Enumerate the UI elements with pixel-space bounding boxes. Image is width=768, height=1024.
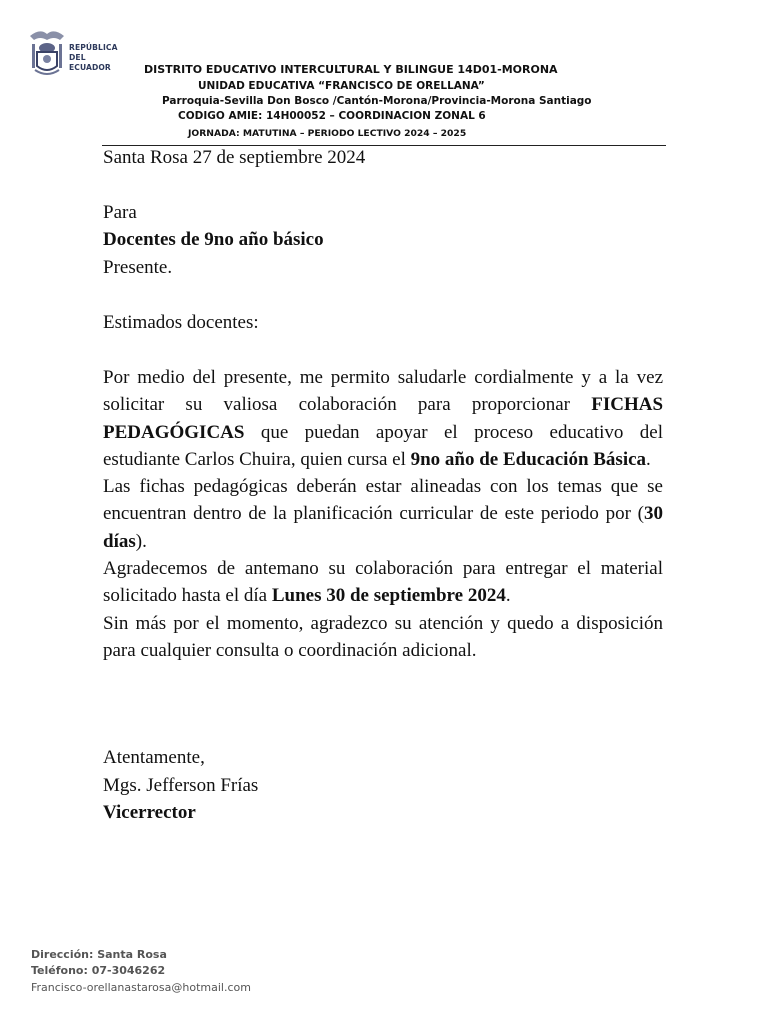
paragraph-4: Sin más por el momento, agradezco su atención y quedo a disposición para cualquier consulta o coordinación adicional. — [103, 612, 663, 661]
header-school: UNIDAD EDUCATIVA “FRANCISCO DE ORELLANA” — [198, 80, 485, 92]
coat-of-arms-icon — [26, 26, 68, 80]
ecuador-coat-of-arms-logo — [26, 26, 126, 82]
closing: Atentamente, — [103, 747, 205, 768]
signer-name: Mgs. Jefferson Frías — [103, 775, 259, 796]
days-emphasis: 30 días — [103, 503, 663, 552]
greeting: Estimados docentes: — [103, 312, 259, 333]
logo-text-line2: DEL ECUADOR — [69, 53, 111, 72]
paragraph-3: Agradecemos de antemano su colaboración para entregar el material solicitado hasta el día Lunes 30 de septiembre 2024. — [103, 558, 663, 607]
recipients: Docentes de 9no año básico — [103, 229, 324, 250]
header-district: DISTRITO EDUCATIVO INTERCULTURAL Y BILINGUE 14D01-MORONA — [144, 63, 558, 76]
paragraph-2: Las fichas pedagógicas deberán estar alineadas con los temas que se encuentran dentro de la planificación curricular de este periodo por (30 días). — [103, 476, 663, 552]
paragraph-1: Por medio del presente, me permito saludarle cordialmente y a la vez solicitar su valiosa colaboración para proporcionar FICHAS PEDAGÓGICAS que puedan apoyar el proceso educativo del estudiante Carlos Chuira, quien cursa el 9no año de Educación Básica. — [103, 367, 664, 470]
to-label: Para — [103, 202, 137, 223]
footer-address: Dirección: Santa Rosa — [31, 948, 167, 961]
footer-email: Francisco-orellanastarosa@hotmail.com — [31, 981, 251, 994]
header-schedule: JORNADA: MATUTINA – PERIODO LECTIVO 2024 – 2025 — [188, 128, 467, 139]
grade-emphasis: 9no año de Educación Básica — [410, 448, 647, 470]
fichas-emphasis: FICHAS PEDAGÓGICAS — [103, 394, 664, 443]
deadline-emphasis: Lunes 30 de septiembre 2024 — [271, 585, 506, 607]
signer-role: Vicerrector — [103, 802, 196, 823]
letter-body — [103, 364, 663, 664]
header-location: Parroquia-Sevilla Don Bosco /Cantón-Morona/Provincia-Morona Santiago — [162, 95, 592, 107]
header-divider — [102, 145, 666, 146]
footer-phone: Teléfono: 07-3046262 — [31, 964, 166, 977]
place-date: Santa Rosa 27 de septiembre 2024 — [103, 147, 366, 168]
present-label: Presente. — [103, 257, 173, 278]
header-amie-code: CODIGO AMIE: 14H00052 – COORDINACION ZONAL 6 — [178, 110, 486, 122]
logo-text-line1: REPÚBLICA — [69, 43, 118, 52]
